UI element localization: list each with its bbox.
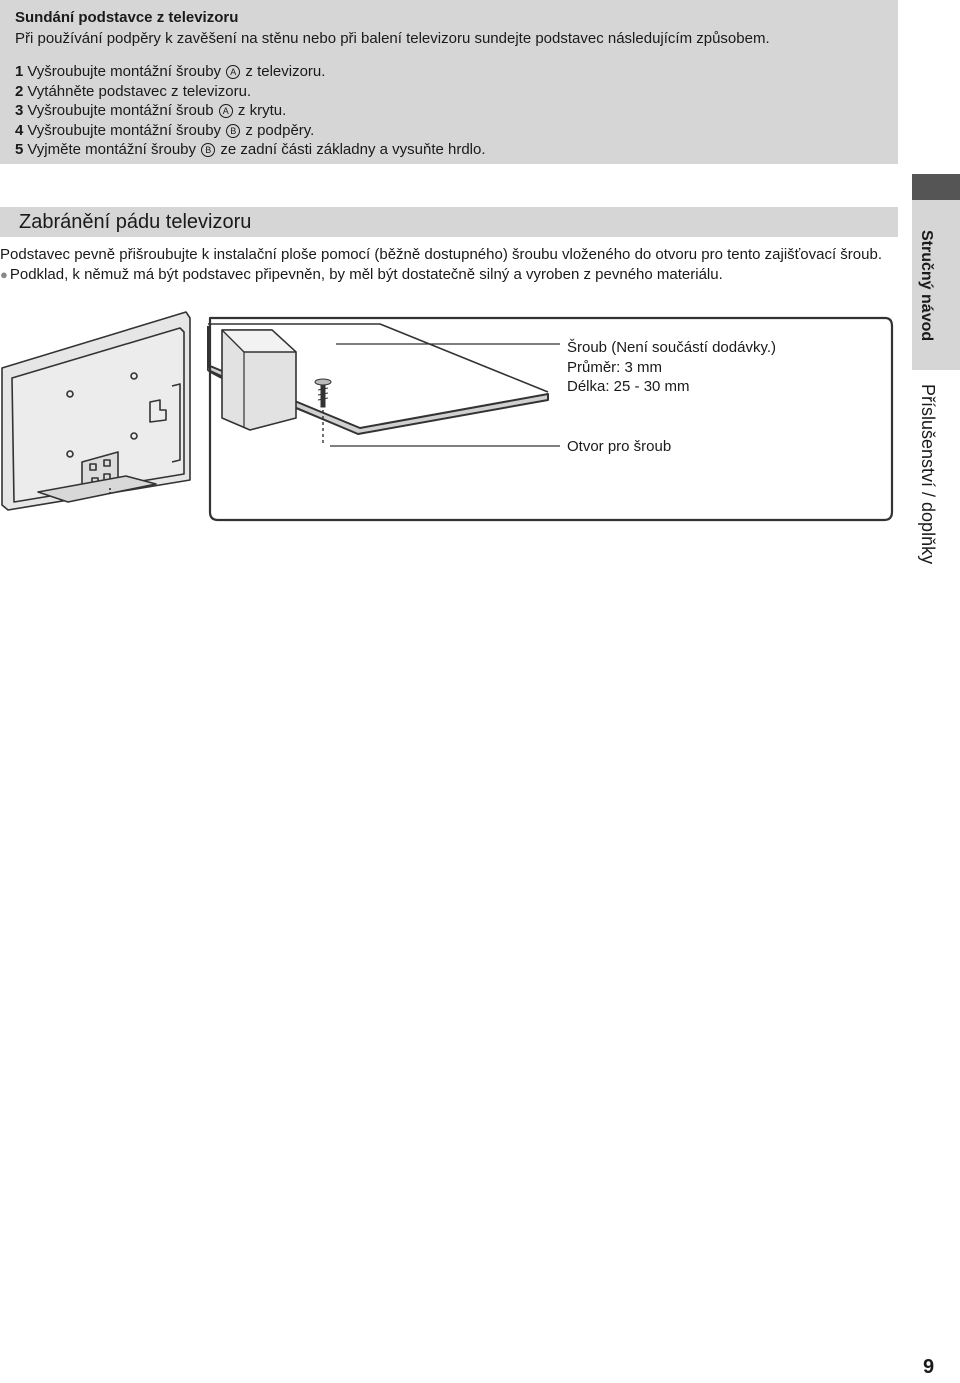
- screw-label-block: [567, 338, 776, 397]
- marker-b-icon: B: [201, 143, 215, 157]
- section-header: [0, 207, 898, 237]
- instructions-box: [0, 0, 898, 164]
- hole-label: Otvor pro šroub: [567, 438, 672, 455]
- steps-list: [15, 62, 486, 160]
- side-tab-quick-guide: Stručný návod: [918, 230, 935, 342]
- step-1: 1 Vyšroubujte montážní šrouby A z televizoru.: [15, 63, 326, 80]
- step-3: 3 Vyšroubujte montážní šroub A z krytu.: [15, 102, 287, 119]
- section-bullet: ● Podklad, k němuž má být podstavec připevněn, by měl být dostatečně silný a vyroben z pevného materiálu.: [0, 265, 723, 283]
- screw-length: Délka: 25 - 30 mm: [567, 378, 690, 395]
- marker-a-icon: A: [226, 65, 240, 79]
- bullet-icon: ●: [0, 266, 8, 282]
- marker-b-icon: B: [226, 124, 240, 138]
- tv-stand-illustration: [0, 300, 900, 530]
- page-number: 9: [923, 1356, 935, 1378]
- section-title: Zabránění pádu televizoru: [19, 211, 252, 233]
- side-tab-marker: [912, 174, 960, 200]
- screw-label: Šroub (Není součástí dodávky.): [567, 339, 776, 356]
- tv-back-drawing: [2, 312, 190, 510]
- instructions-intro: Při používání podpěry k zavěšení na stěnu nebo při balení televizoru sundejte podstavec následujícím způsobem.: [15, 30, 770, 47]
- step-2: 2 Vytáhněte podstavec z televizoru.: [15, 82, 252, 100]
- side-tab-accessories: Příslušenství / doplňky: [918, 384, 938, 565]
- screw-diameter: Průměr: 3 mm: [567, 358, 663, 376]
- instructions-title: Sundání podstavce z televizoru: [15, 9, 239, 26]
- section-paragraph: Podstavec pevně přišroubujte k instalační ploše pomocí (běžně dostupného) šroubu vloženého do otvoru pro tento zajišťovací šroub.: [0, 246, 882, 263]
- stand-base-detail: [208, 318, 892, 520]
- step-4: 4 Vyšroubujte montážní šrouby B z podpěry.: [15, 121, 315, 139]
- marker-a-icon: A: [219, 104, 233, 118]
- section-body: [0, 245, 890, 284]
- step-5: 5 Vyjměte montážní šrouby B ze zadní části základny a vysuňte hrdlo.: [15, 141, 486, 158]
